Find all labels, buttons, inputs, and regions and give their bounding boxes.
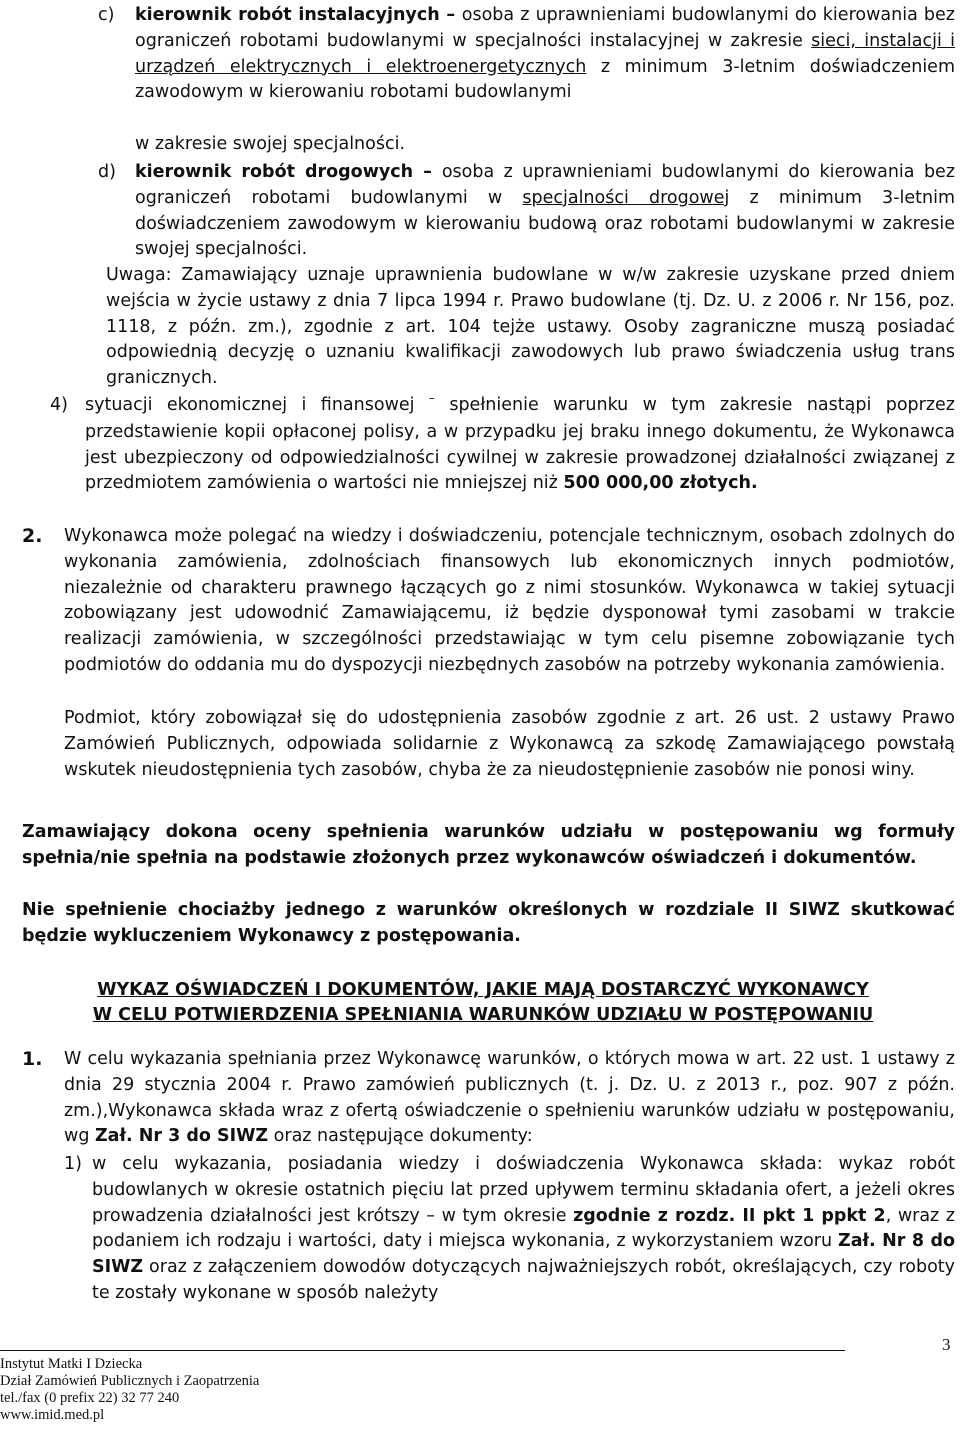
item-d-text-2: z minimum 3-letnim doświadczeniem zawodowym w kierowaniu budową oraz robotami budowlanymi w zakresie swojej specjalności.: [135, 187, 956, 260]
section-1-text: [64, 1047, 955, 1150]
list-marker-4: 4): [50, 395, 68, 415]
item-4-text-2: spełnienie warunku w tym zakresie nastąpi poprzez przedstawienie kopii opłaconej polisy, a w przypadku jej braku innego dokumentu, że Wykonawca jest ubezpieczony od odpowiedzialności cywilnej w zakresie prowadzonej działalności związanej z przedmiotem zamówienia o wartości nie mniejszej niż: [85, 395, 955, 494]
list-marker-1: 1.: [22, 1048, 43, 1070]
item-c-underlined: sieci, instalacji i urządzeń elektrycznych i elektroenergetycznych: [135, 30, 955, 77]
section-1-attachment: Zał. Nr 3 do SIWZ: [94, 1126, 269, 1147]
footer-institution: Instytut Matki I Dziecka: [0, 1356, 143, 1372]
list-marker-sub-1: 1): [64, 1154, 82, 1174]
sub-1-text-2: , wraz z podaniem ich rodzaju i wartości, daty i miejsca wykonania, z wykorzystaniem wzoru: [92, 1205, 955, 1252]
footer-website: www.imid.med.pl: [0, 1407, 105, 1423]
item-c-tail: w zakresie swojej specjalności.: [135, 134, 406, 154]
footer-department: Dział Zamówień Publicznych i Zaopatrzenia: [0, 1373, 260, 1389]
section-1-text-1: W celu wykazania spełniania przez Wykonawcę warunków, o których mowa w art. 22 ust. 1 ustawy z dnia 29 stycznia 2004 r. Prawo zamówień publicznych (t. j. Dz. U. z 2013 r., poz. 907 z późn. zm.),Wykonawca składa wraz z ofertą oświadczenie o spełnieniu warunków udziału w postępowaniu, wg: [64, 1049, 955, 1147]
page-number: 3: [942, 1335, 951, 1354]
section-heading-line-1: WYKAZ OŚWIADCZEŃ I DOKUMENTÓW, JAKIE MAJĄ DOSTARCZYĆ WYKONAWCY: [97, 980, 869, 1000]
sub-1-text: [92, 1152, 955, 1307]
item-2-paragraph-2: Podmiot, który zobowiązał się do udostępnienia zasobów zgodnie z art. 26 ust. 2 ustawy Prawo Zamówień Publicznych, odpowiada solidarnie z Wykonawcą za szkodę Zamawiającego powstałą wskutek nieudostępnienia tych zasobów, chyba że za nieudostępnienie zasobów nie ponosi winy.: [64, 708, 955, 780]
item-d-text: [135, 160, 955, 263]
evaluation-statement: Zamawiający dokona oceny spełnienia warunków udziału w postępowaniu wg formuły spełnia/nie spełnia na podstawie złożonych przez wykonawców oświadczeń i dokumentów.: [22, 822, 955, 868]
item-c-text-2: z minimum 3-letnim doświadczeniem zawodowym w kierowaniu robotami budowlanymi: [135, 56, 955, 103]
list-marker-d: d): [98, 162, 116, 182]
item-d-dash: –: [413, 162, 442, 182]
section-1-text-2: oraz następujące dokumenty:: [268, 1126, 533, 1147]
item-d-text-1: osoba z uprawnieniami budowlanymi do kierowania bez ograniczeń robotami budowlanymi w: [135, 162, 956, 208]
item-c-text: [135, 3, 955, 106]
item-c-title: kierownik robót instalacyjnych: [135, 5, 440, 25]
footer-rule: [0, 1350, 845, 1351]
sub-1-text-1: w celu wykazania, posiadania wiedzy i doświadczenia Wykonawca składa: wykaz robót budowlanych w okresie ostatnich pięciu lat przed upływem terminu składania ofert, a jeżeli okres prowadzenia działalności jest krótszy – w tym okresie: [92, 1154, 955, 1226]
uwaga-paragraph: Uwaga: Zamawiający uznaje uprawnienia budowlane w w/w zakresie uzyskane przed dniem wejścia w życie ustawy z dnia 7 lipca 1994 r. Prawo budowlane (tj. Dz. U. z 2006 r. Nr 156, poz. 1118, z późn. zm.), zgodnie z art. 104 tejże ustawy. Osoby zagraniczne muszą posiadać odpowiednią decyzję o uznaniu kwalifikacji zawodowych lub prawo świadczenia usług trans granicznych.: [106, 265, 955, 389]
sub-1-attachment: Zał. Nr 8 do SIWZ: [92, 1231, 955, 1278]
item-d-underlined: specjalności drogowej: [522, 187, 730, 208]
item-4-text: [85, 393, 955, 497]
footer-phone: tel./fax (0 prefix 22) 32 77 240: [0, 1390, 180, 1406]
item-c-text-1: osoba z uprawnieniami budowlanymi do kierowania bez ograniczeń robotami budowlanymi w specjalności instalacyjnej w zakresie: [135, 5, 955, 51]
exclusion-statement: Nie spełnienie chociażby jednego z warunków określonych w rozdziale II SIWZ skutkować będzie wykluczeniem Wykonawcy z postępowania.: [22, 900, 955, 946]
item-4-dash: –: [428, 391, 435, 405]
sub-1-text-3: oraz z załączeniem dowodów dotyczących najważniejszych robót, określających, czy roboty te zostały wykonane w sposób należyty: [92, 1257, 955, 1303]
section-heading-line-2: W CELU POTWIERDZENIA SPEŁNIANIA WARUNKÓW UDZIAŁU W POSTĘPOWANIU: [92, 1005, 874, 1025]
item-2-paragraph-1: Wykonawca może polegać na wiedzy i doświadczeniu, potencjale technicznym, osobach zdolnych do wykonania zamówienia, zdolnościach finansowych lub ekonomicznych innych podmiotów, niezależnie od charakteru prawnego łączących go z nimi stosunków. Wykonawca w takiej sytuacji zobowiązany jest udowodnić Zamawiającemu, iż będzie dysponował tymi zasobami w trakcie realizacji zamówienia, w szczególności przedstawiając w tym celu pisemne zobowiązanie tych podmiotów do oddania mu do dyspozycji niezbędnych zasobów na potrzeby wykonania zamówienia.: [64, 526, 955, 675]
item-4-amount: 500 000,00 złotych.: [563, 473, 758, 494]
item-d-title: kierownik robót drogowych: [135, 162, 414, 182]
list-marker-2: 2.: [22, 525, 43, 547]
list-marker-c: c): [98, 5, 115, 25]
item-4-text-1: sytuacji ekonomicznej i finansowej: [85, 395, 429, 415]
item-c-dash: –: [439, 5, 462, 25]
sub-1-reference: zgodnie z rozdz. II pkt 1 ppkt 2: [573, 1205, 886, 1226]
